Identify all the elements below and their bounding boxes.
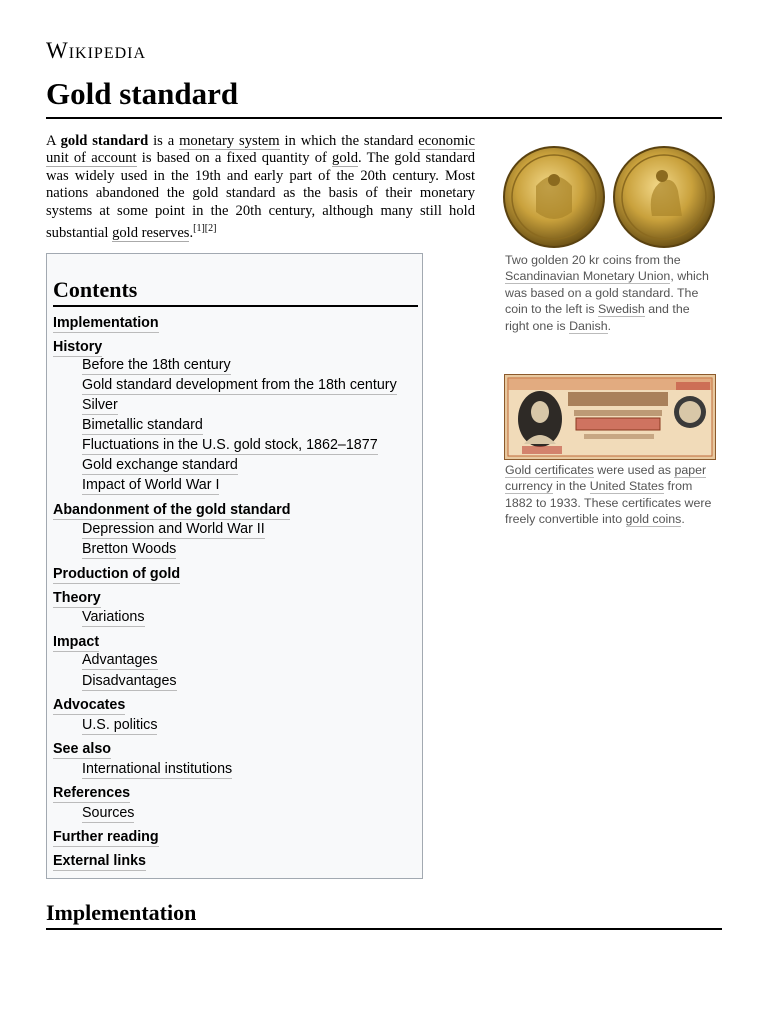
coins-caption: Two golden 20 kr coins from the Scandinavian Monetary Union, which was based on a gold standard. The coin to the left is Swedish and the right one is Danish. bbox=[505, 253, 709, 333]
link-gold-coins[interactable]: gold coins bbox=[625, 512, 682, 527]
toc-item-advocates[interactable]: Advocates bbox=[53, 697, 126, 713]
toc-item-theory[interactable]: Theory bbox=[53, 590, 101, 606]
toc-item-further-reading[interactable]: Further reading bbox=[53, 829, 159, 845]
link-unit-of-account[interactable]: unit of account bbox=[46, 150, 137, 167]
wikipedia-logo[interactable]: Wikipedia bbox=[46, 38, 147, 63]
toc-item-external-links[interactable]: External links bbox=[53, 853, 146, 869]
toc-item-gold-standard-development-from-the-18th-century[interactable]: Gold standard development from the 18th century bbox=[82, 377, 397, 393]
toc-item-history[interactable]: History bbox=[53, 339, 103, 355]
link-monetary-system[interactable]: monetary system bbox=[179, 133, 280, 149]
link-swedish[interactable]: Swedish bbox=[597, 302, 645, 317]
table-of-contents bbox=[46, 253, 423, 879]
toc-item-fluctuations-in-the-u-s-gold-stock-1862-1877[interactable]: Fluctuations in the U.S. gold stock, 1862–1877 bbox=[82, 437, 378, 453]
toc-item-impact-of-world-war-i[interactable]: Impact of World War I bbox=[82, 477, 220, 493]
gold-coins-image[interactable] bbox=[502, 146, 718, 250]
link-united-states[interactable]: United States bbox=[589, 479, 665, 494]
link-economic[interactable]: economic bbox=[418, 133, 475, 149]
toc-item-international-institutions[interactable]: International institutions bbox=[82, 761, 233, 777]
toc-title: Contents bbox=[53, 277, 138, 302]
toc-item-gold-exchange-standard[interactable]: Gold exchange standard bbox=[82, 457, 238, 473]
citation-links[interactable]: [1][2] bbox=[193, 223, 217, 235]
section-heading-implementation: Implementation bbox=[46, 900, 197, 925]
toc-item-bretton-woods[interactable]: Bretton Woods bbox=[82, 541, 177, 557]
certificate-caption: Gold certificates were used as paper currency in the United States from 1882 to 1933. These certificates were freely convertible into gold coins. bbox=[505, 463, 712, 527]
toc-item-depression-and-world-war-ii[interactable]: Depression and World War II bbox=[82, 521, 265, 537]
intro-paragraph: A gold standard is a monetary system in which the standard economic unit of account is based on a fixed quantity of gold. The gold standard was widely used in the 19th and early part of the 20th century. Most nations abandoned the gold standard as the basis of their monetary systems at some point in the 20th century, although many still hold substantial gold reserves.[1][2] bbox=[46, 133, 475, 241]
toc-item-disadvantages[interactable]: Disadvantages bbox=[82, 673, 177, 689]
toc-item-silver[interactable]: Silver bbox=[82, 397, 118, 413]
toc-item-abandonment-of-the-gold-standard[interactable]: Abandonment of the gold standard bbox=[53, 502, 291, 518]
toc-item-implementation[interactable]: Implementation bbox=[53, 315, 159, 331]
toc-item-impact[interactable]: Impact bbox=[53, 634, 100, 650]
link-danish[interactable]: Danish bbox=[569, 318, 608, 333]
toc-item-u-s-politics[interactable]: U.S. politics bbox=[82, 717, 158, 733]
section-divider bbox=[46, 928, 722, 930]
link-gold[interactable]: gold bbox=[332, 150, 358, 167]
link-gold-certificates[interactable]: Gold certificates bbox=[505, 463, 594, 477]
gold-certificate-image[interactable] bbox=[504, 374, 716, 460]
toc-item-references[interactable]: References bbox=[53, 785, 131, 801]
link-gold-reserves[interactable]: gold reserves bbox=[112, 224, 190, 241]
toc-item-sources[interactable]: Sources bbox=[82, 805, 135, 821]
toc-item-production-of-gold[interactable]: Production of gold bbox=[53, 566, 181, 582]
toc-item-see-also[interactable]: See also bbox=[53, 741, 112, 757]
toc-item-advantages[interactable]: Advantages bbox=[82, 652, 158, 668]
toc-item-variations[interactable]: Variations bbox=[82, 609, 145, 625]
link-paper-currency[interactable]: paper currency bbox=[505, 463, 707, 494]
toc-divider bbox=[53, 305, 418, 307]
toc-item-bimetallic-standard[interactable]: Bimetallic standard bbox=[82, 417, 203, 433]
page-title: Gold standard bbox=[46, 76, 239, 111]
title-divider bbox=[46, 117, 722, 119]
link-scandinavian-monetary-union[interactable]: Scandinavian Monetary Union bbox=[505, 269, 671, 284]
toc-item-before-the-18th-century[interactable]: Before the 18th century bbox=[82, 357, 231, 373]
